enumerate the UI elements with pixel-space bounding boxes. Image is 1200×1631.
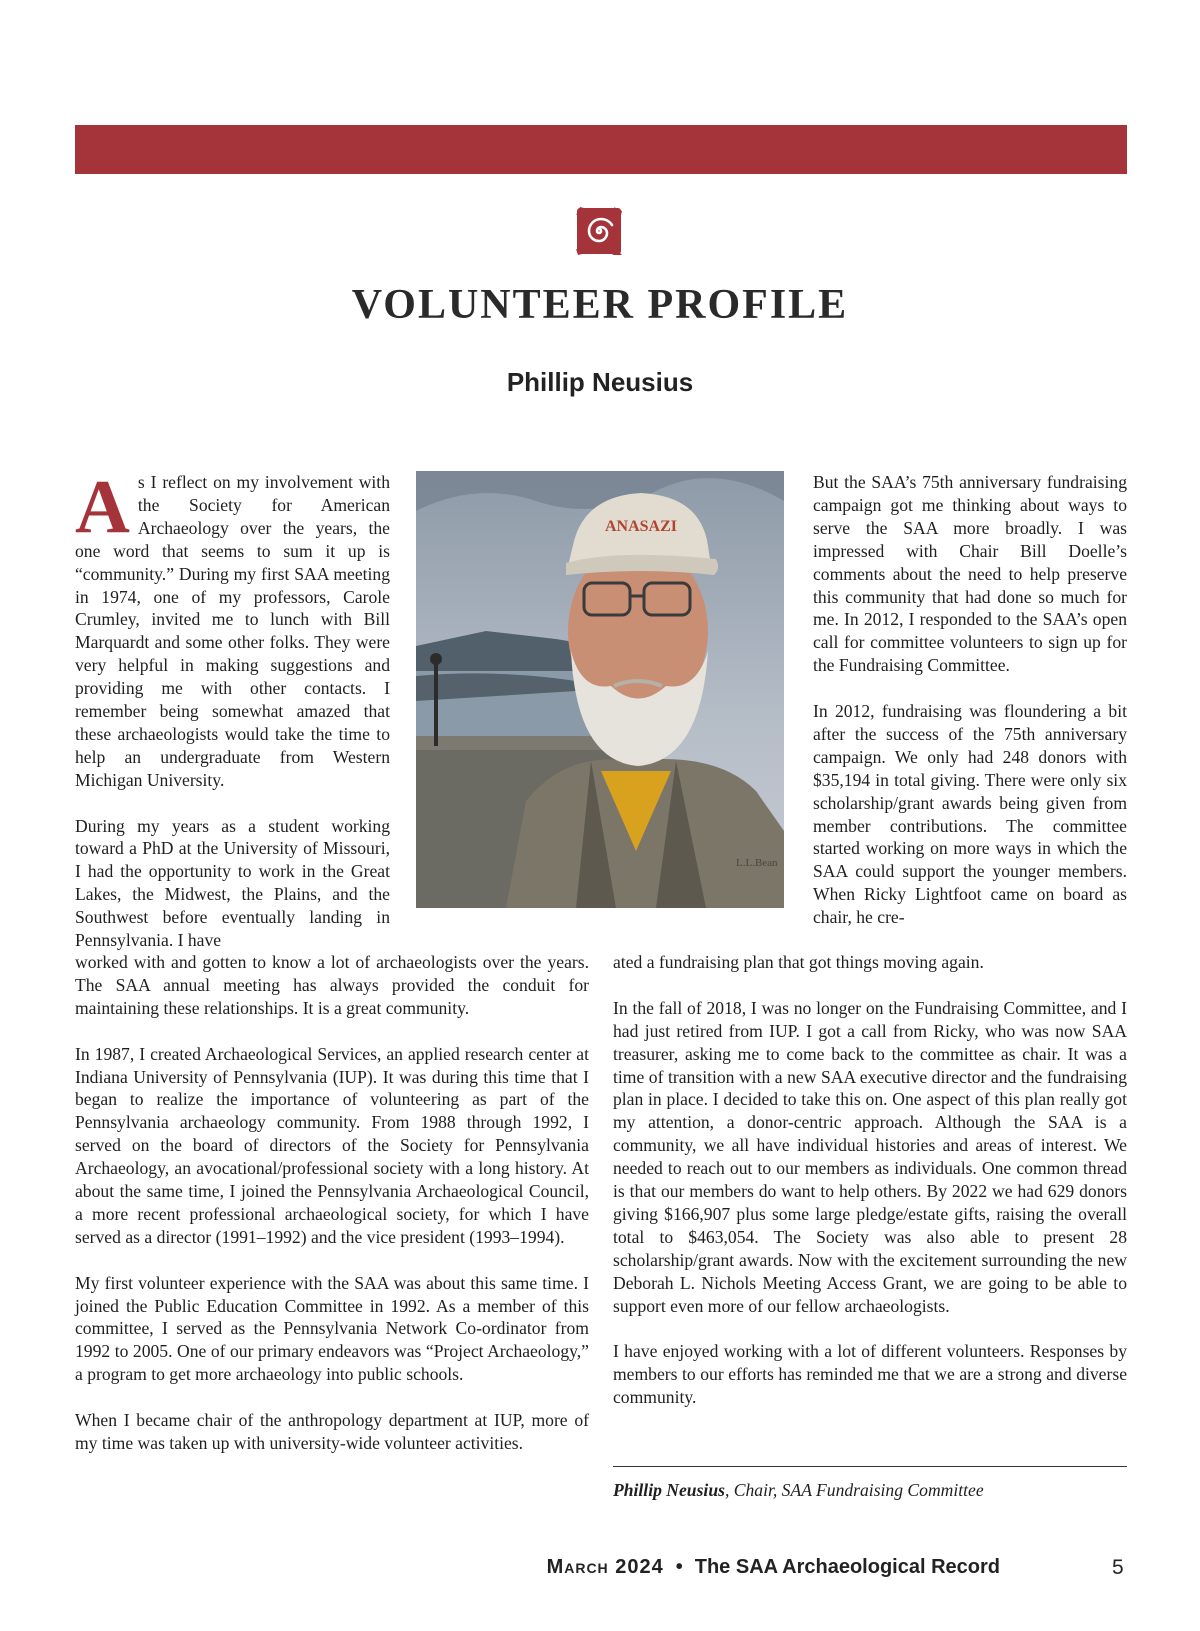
hat-logo-text: ANASAZI	[604, 518, 678, 535]
spiral-icon	[574, 205, 624, 257]
page-number: 5	[1112, 1556, 1124, 1579]
paragraph: When I became chair of the anthropology department at IUP, more of my time was taken up with university-wide volunteer activities.	[75, 1410, 589, 1453]
paragraph: I have enjoyed working with a lot of different volunteers. Responses by members to our efforts has reminded me that we are a strong and diverse community.	[613, 1341, 1127, 1408]
paragraph: ated a fundraising plan that got things moving again.	[613, 952, 984, 972]
author-name: Phillip Neusius	[506, 367, 694, 397]
portrait-photo	[416, 471, 784, 908]
page-title: VOLUNTEER PROFILE	[351, 282, 849, 328]
paragraph: In the fall of 2018, I was no longer on the Fundraising Committee, and I had just retired from IUP. I got a call from Ricky, who was now SAA treasurer, asking me to come back to the committee as chair. It was a time of transition with a new SAA executive director and the fundraising plan in place. I decided to take this on. One aspect of this plan really got my attention, a donor-centric approach. Although the SAA is a community, we all have individual histories and areas of interest. We needed to reach out to our members as individuals. One common thread is that our members do want to help others. By 2022 we had 629 donors giving $166,907 plus some large pledge/estate gifts, raising the overall total to $463,054. The Society was also able to present 28 scholarship/grant awards. Now with the excitement surrounding the new Deborah L. Nichols Meeting Access Grant, we are going to be able to support even more of our fellow archaeologists.	[613, 997, 1127, 1316]
footer-publication: The SAA Archaeological Record	[694, 1556, 1000, 1578]
footer-month: March 2024	[546, 1556, 664, 1578]
article-column-right-upper	[813, 471, 1127, 952]
paragraph: During my years as a student working toward a PhD at the University of Missouri, I had the opportunity to work in the Great Lakes, the Midwest, the Plains, and the Southwest before eventually landing in Pennsylvania. I have	[75, 815, 390, 951]
jacket-logo-text: L.L.Bean	[736, 857, 778, 869]
paragraph: But the SAA’s 75th anniversary fundraising campaign got me thinking about ways to serve the SAA more broadly. I was impressed with Chair Bill Doelle’s comments about the need to help preserve this community that had done so much for me. In 2012, I responded to the SAA’s open call for committee volunteers to sign up for the Fundraising Committee.	[813, 472, 1127, 676]
author-byline	[613, 1479, 1127, 1501]
paragraph: As I reflect on my involvement with the Society for American Archaeology over the years, the one word that seems to sum it up is “community.” During my first SAA meeting in 1974, one of my professors, Carole Crumley, invited me to lunch with Bill Marquardt and some other folks. They were very helpful in making suggestions and providing me with other contacts. I remember being somewhat amazed that these archaeologists would take the time to help an undergraduate from Western Michigan University.	[75, 465, 390, 790]
byline-name: Phillip Neusius	[613, 1480, 725, 1500]
footer-bullet: •	[675, 1556, 683, 1578]
article-column-left-lower	[75, 951, 589, 1478]
article-column-left-upper	[75, 465, 390, 975]
paragraph: In 2012, fundraising was floundering a bit after the success of the 75th anniversary campaign. We only had 248 donors with $35,194 in total giving. There were only six scholarship/grant awards being given from member contributions. The committee started working on more ways in which the SAA could support the younger members. When Ricky Lightfoot came on board as chair, he cre-	[813, 701, 1127, 928]
paragraph: In 1987, I created Archaeological Services, an applied research center at Indiana University of Pennsylvania (IUP). It was during this time that I began to realize the importance of volunteering as part of the Pennsylvania archaeology community. From 1988 through 1992, I served on the board of directors of the Society for Pennsylvania Archaeology, an avocational/professional society with a long history. At about the same time, I joined the Pennsylvania Archaeological Council, a more recent professional archaeological society, for which I have served as a director (1991–1992) and the vice president (1993–1994).	[75, 1043, 589, 1247]
byline-role: , Chair, SAA Fundraising Committee	[724, 1480, 984, 1500]
header-color-bar	[75, 125, 1127, 174]
paragraph: My first volunteer experience with the SAA was about this same time. I joined the Public Education Committee in 1992. As a member of this committee, I served as the Pennsylvania Network Co-ordinator from 1992 to 2005. One of our primary endeavors was “Project Archaeology,” a program to get more archaeology into public schools.	[75, 1272, 589, 1385]
paragraph: worked with and gotten to know a lot of archaeologists over the years. The SAA annual meeting has always provided the conduit for maintaining these relationships. It is a great community.	[75, 952, 589, 1018]
drop-cap: A	[75, 465, 130, 549]
byline-divider	[613, 1466, 1127, 1467]
article-column-right-lower	[613, 951, 1127, 1432]
page-footer	[547, 1556, 1000, 1579]
